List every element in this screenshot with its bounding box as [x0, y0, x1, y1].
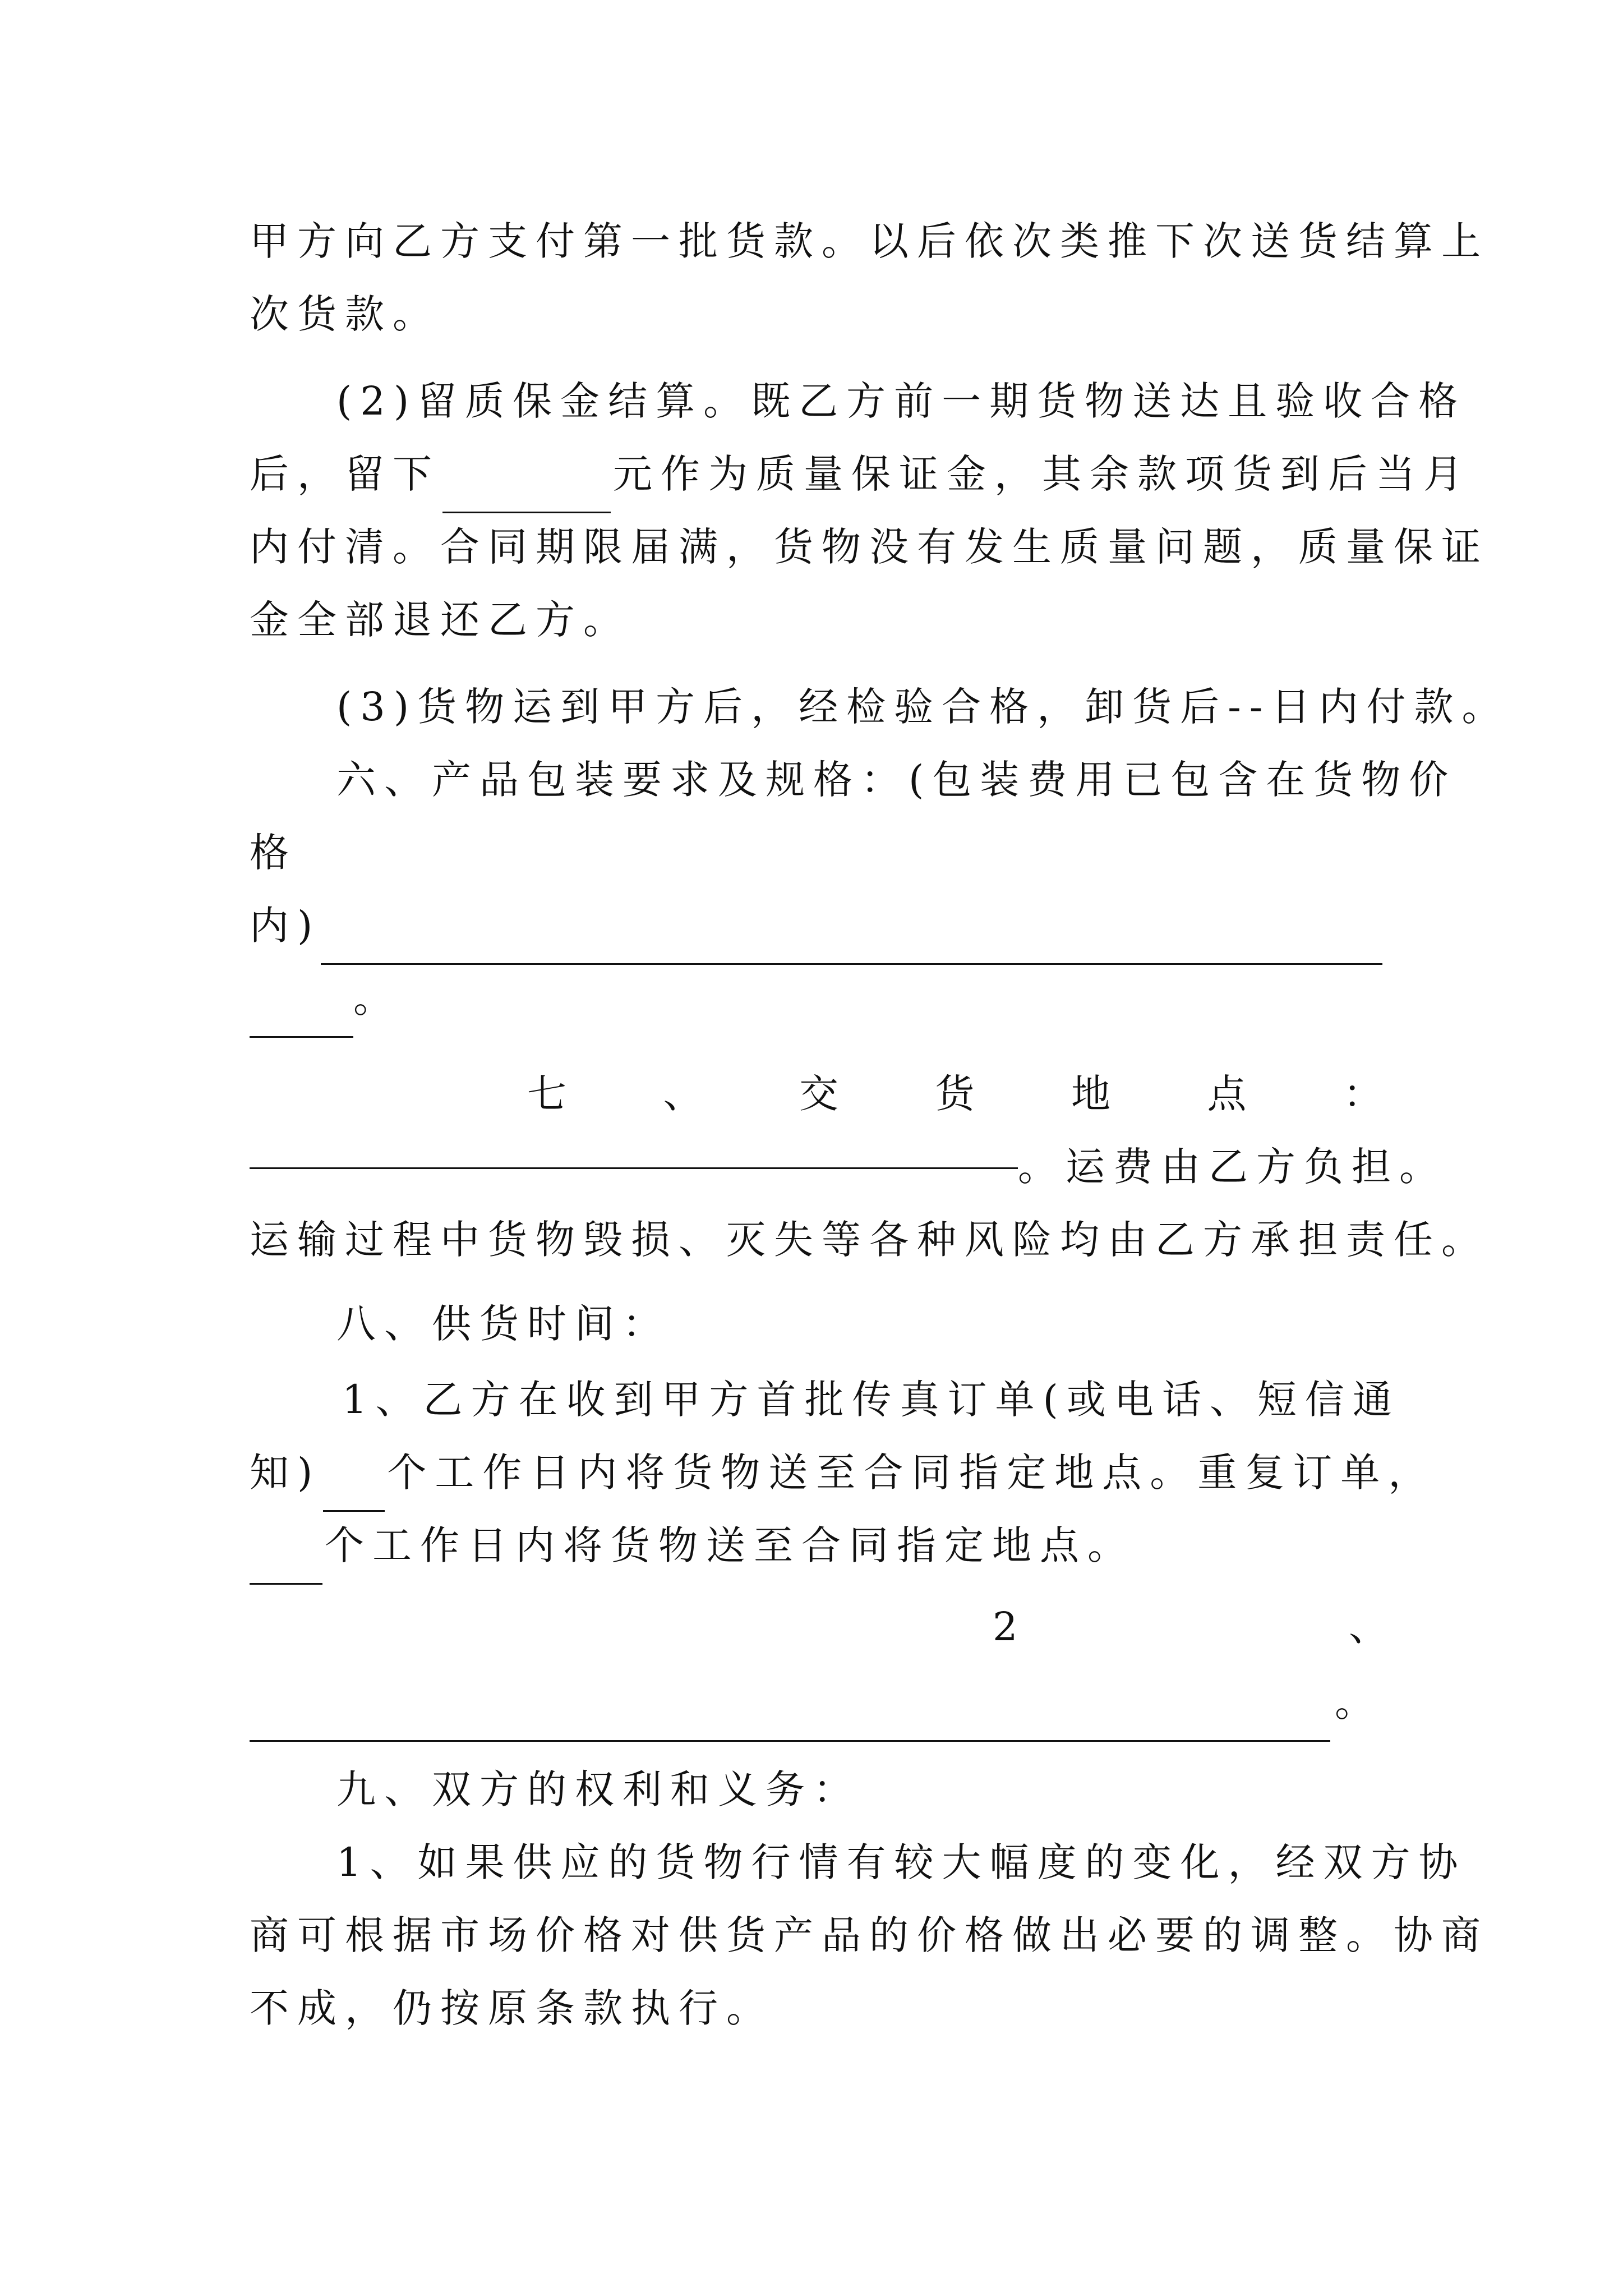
clause-2-line: (2)留质保金结算。既乙方前一期货物送达且验收合格 — [336, 378, 1467, 424]
section-6-blank-row — [250, 886, 1382, 965]
section-8-text: 个工作日内将货物送至合同指定地点。 — [325, 1522, 1135, 1568]
blank-field-days-first-order — [323, 1457, 385, 1512]
paragraph-line: 次货款。 — [250, 291, 440, 337]
section-6-text: 。 — [353, 976, 401, 1022]
heading-char: 地 — [1071, 1071, 1110, 1117]
section-6-text: 内) — [250, 903, 321, 949]
section-8-text: 。 — [1335, 1680, 1382, 1726]
item-separator: 、 — [1349, 1604, 1396, 1650]
section-8-blank-row — [250, 1663, 1382, 1742]
item-number: 2 — [993, 1604, 1026, 1650]
section-6-blank-row — [250, 959, 1382, 1038]
paragraph-line: 甲方向乙方支付第一批货款。以后依次类推下次送货结算上 — [250, 218, 1489, 264]
section-8-text: 知) — [250, 1450, 321, 1496]
blank-field-packaging — [321, 907, 1382, 965]
blank-field-delivery-location — [250, 1167, 1018, 1169]
section-7-heading — [527, 1055, 1382, 1133]
section-8-heading: 八、供货时间： — [336, 1301, 670, 1347]
section-9-heading: 九、双方的权利和义务： — [336, 1766, 861, 1812]
section-7-line: 运输过程中货物毁损、灭失等各种风险均由乙方承担责任。 — [250, 1217, 1489, 1263]
section-9-line: 1、如果供应的货物行情有较大幅度的变化，经双方协 — [336, 1839, 1467, 1885]
blank-field-days-repeat-order — [250, 1530, 322, 1585]
clause-3-line: (3)货物运到甲方后，经检验合格，卸货后--日内付款。 — [336, 684, 1510, 730]
clause-2-line: 内付清。合同期限届满，货物没有发生质量问题，质量保证 — [250, 524, 1489, 570]
blank-field-deposit-amount — [442, 458, 611, 513]
heading-char: 点 — [1207, 1071, 1247, 1117]
section-7-dash-row — [250, 1128, 1447, 1206]
section-9-line: 商可根据市场价格对供货产品的价格做出必要的调整。协商 — [250, 1912, 1489, 1958]
blank-field-item-2 — [250, 1684, 1330, 1742]
section-8-line: 1、乙方在收到甲方首批传真订单(或电话、短信通 — [342, 1377, 1400, 1423]
section-8-line — [250, 1433, 1436, 1512]
section-7-text: 。运费由乙方负担。 — [1018, 1144, 1447, 1190]
section-6-heading: 六、产品包装要求及规格：(包装费用已包含在货物价 — [336, 757, 1457, 803]
section-6-line: 格 — [250, 830, 297, 876]
clause-2-line: 金全部退还乙方。 — [250, 597, 631, 643]
heading-char: 交 — [799, 1071, 838, 1117]
section-9-line: 不成，仍按原条款执行。 — [250, 1985, 774, 2031]
clause-2-line — [250, 435, 1471, 513]
heading-char: ： — [1343, 1071, 1382, 1117]
clause-2-text: 元作为质量保证金，其余款项货到后当月 — [613, 451, 1471, 497]
heading-char: 七 — [527, 1071, 566, 1117]
blank-field-packaging-cont — [250, 980, 353, 1038]
heading-char: 货 — [935, 1071, 975, 1117]
heading-char: 、 — [663, 1071, 703, 1117]
clause-2-text: 后，留下 — [250, 451, 440, 497]
section-8-line — [250, 1506, 1382, 1585]
section-8-text: 个工作日内将货物送至合同指定地点。重复订单， — [387, 1450, 1436, 1496]
